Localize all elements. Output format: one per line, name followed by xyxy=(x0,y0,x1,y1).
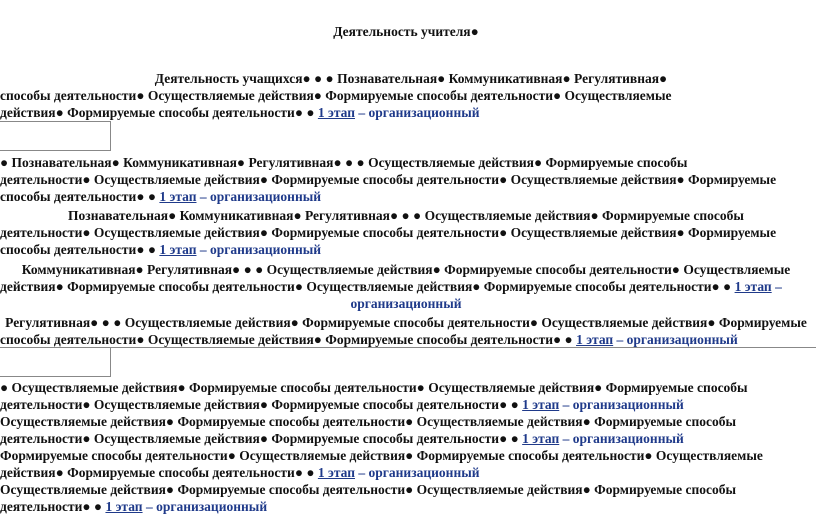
text-line: способы деятельности● Осуществляемые действия● Формируемые способы деятельности● Осуществляемые xyxy=(0,88,672,103)
text-line: деятельности● ● 1 этап – организационный xyxy=(0,499,268,514)
text-block-1 xyxy=(0,70,812,87)
text-line: деятельности● Осуществляемые действия● Формируемые способы деятельности● ● 1 этап – организационный xyxy=(0,397,684,412)
text-block-3 xyxy=(0,207,812,258)
divider-box xyxy=(110,347,816,376)
text-line: деятельности● Осуществляемые действия● Формируемые способы деятельности● Осуществляемые действия● Формируемые xyxy=(0,225,777,240)
text-block-8 xyxy=(0,447,812,481)
text-line: Осуществляемые действия● Формируемые способы деятельности● Осуществляемые действия● Формируемые способы xyxy=(0,482,737,497)
text-line: ● Познавательная● Коммуникативная● Регулятивная● ● ● Осуществляемые действия● Формируемые способы xyxy=(0,155,688,170)
divider-box xyxy=(0,347,111,377)
text-line: способы деятельности● Осуществляемые действия● Формируемые способы деятельности● ● 1 этап – организационный xyxy=(0,332,738,347)
text-line: Формируемые способы деятельности● Осуществляемые действия● Формируемые способы деятельности● Осуществляемые xyxy=(0,448,763,463)
stage-link[interactable]: 1 этап xyxy=(576,332,614,347)
text-block-7 xyxy=(0,413,812,447)
text-line: Регулятивная● ● ● Осуществляемые действия● Формируемые способы деятельности● Осуществляемые действия● Формируемые xyxy=(5,315,807,330)
stage-link[interactable]: 1 этап xyxy=(522,397,560,412)
text-line: способы деятельности● ● 1 этап – организационный xyxy=(0,242,322,257)
text-line: Коммуникативная● Регулятивная● ● ● Осуществляемые действия● Формируемые способы деятельности● Осуществляемые xyxy=(21,262,791,277)
page-title: Деятельность учителя● xyxy=(333,24,479,39)
text-block-5 xyxy=(0,314,812,348)
stage-link[interactable]: 1 этап xyxy=(317,465,355,480)
stage-label: – организационный xyxy=(562,431,684,446)
divider-box xyxy=(0,121,111,151)
stage-link[interactable]: 1 этап xyxy=(317,105,355,120)
stage-label: – организационный xyxy=(145,499,268,514)
text-line: способы деятельности● ● 1 этап – организационный xyxy=(0,189,322,204)
text-line: Деятельность учащихся● ● ● Познавательная● Коммуникативная● Регулятивная● xyxy=(154,71,668,86)
stage-link[interactable]: 1 этап xyxy=(159,242,197,257)
stage-link[interactable]: 1 этап xyxy=(105,499,143,514)
text-block-1-cont xyxy=(0,87,812,121)
stage-link[interactable]: 1 этап xyxy=(159,189,197,204)
stage-label: организационный xyxy=(350,296,462,311)
stage-label: – организационный xyxy=(616,332,738,347)
stage-label: – организационный xyxy=(562,397,684,412)
text-line: Познавательная● Коммуникативная● Регулятивная● ● ● Осуществляемые действия● Формируемые способы xyxy=(68,208,744,223)
text-line: Осуществляемые действия● Формируемые способы деятельности● Осуществляемые действия● Формируемые способы xyxy=(0,414,737,429)
stage-label: – организационный xyxy=(358,465,480,480)
stage-label: – организационный xyxy=(199,242,322,257)
text-line: деятельности● Осуществляемые действия● Формируемые способы деятельности● ● 1 этап – организационный xyxy=(0,431,684,446)
text-line: действия● Формируемые способы деятельности● ● 1 этап – организационный xyxy=(0,465,480,480)
text-line: ● Осуществляемые действия● Формируемые способы деятельности● Осуществляемые действия● Формируемые способы xyxy=(0,380,748,395)
text-block-9 xyxy=(0,481,812,515)
stage-label: – организационный xyxy=(358,105,480,120)
stage-link[interactable]: 1 этап xyxy=(522,431,560,446)
text-line: действия● Формируемые способы деятельности● Осуществляемые действия● Формируемые способы деятельности● ● 1 этап – xyxy=(0,279,782,294)
text-block-2 xyxy=(0,154,812,205)
stage-label: – xyxy=(775,279,782,294)
text-block-4 xyxy=(0,261,812,312)
stage-label: – организационный xyxy=(199,189,322,204)
text-line: действия● Формируемые способы деятельности● ● 1 этап – организационный xyxy=(0,105,480,120)
text-block-6 xyxy=(0,379,812,413)
text-line: деятельности● Осуществляемые действия● Формируемые способы деятельности● Осуществляемые действия● Формируемые xyxy=(0,172,777,187)
stage-link[interactable]: 1 этап xyxy=(734,279,772,294)
